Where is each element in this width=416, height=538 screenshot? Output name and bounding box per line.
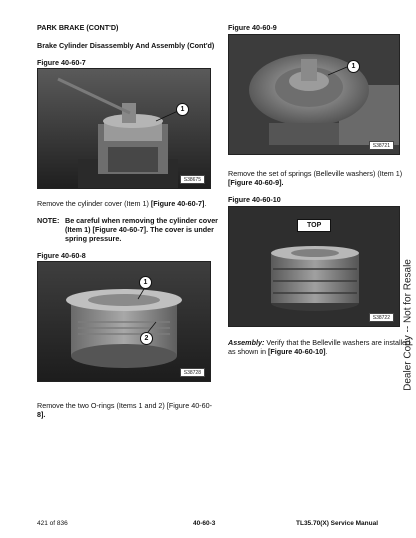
cylinder-cover-image bbox=[38, 262, 211, 382]
figure-8-callout-1: 1 bbox=[139, 276, 152, 289]
assembly-line-1: Assembly: Verify that the Belleville washers are installed bbox=[228, 338, 411, 347]
figure-7-code: S38675 bbox=[180, 175, 205, 184]
brake-cylinder-press-image bbox=[38, 69, 211, 189]
figure-10-top-label: TOP bbox=[297, 219, 331, 232]
step-remove-springs-line-1: Remove the set of springs (Belleville washers) (Item 1) bbox=[228, 169, 403, 178]
step-remove-orings-line-1: Remove the two O-rings (Items 1 and 2) [Figure 40-60- bbox=[37, 401, 212, 410]
assembly-line-2: as shown in [Figure 40-60-10]. bbox=[228, 347, 328, 356]
figure-10-photo bbox=[228, 206, 400, 327]
step-remove-cover: Remove the cylinder cover (Item 1) [Figure 40-60-7]. bbox=[37, 199, 207, 208]
note-label: NOTE: bbox=[37, 216, 60, 225]
figure-7-caption: Figure 40-60-7 bbox=[37, 58, 86, 67]
figure-8-caption: Figure 40-60-8 bbox=[37, 251, 86, 260]
section-title: PARK BRAKE (CONT'D) bbox=[37, 23, 119, 32]
dealer-copy-watermark: Dealer Copy -- Not for Resale bbox=[402, 259, 414, 391]
figure-7-photo bbox=[37, 68, 211, 189]
figure-9-code: S38721 bbox=[369, 141, 394, 150]
footer-section-number: 40-60-3 bbox=[193, 520, 216, 527]
belleville-washers-image bbox=[229, 35, 400, 155]
figure-8-photo bbox=[37, 261, 211, 382]
figure-7-callout: 1 bbox=[176, 103, 189, 116]
step-remove-springs-line-2: [Figure 40-60-9]. bbox=[228, 178, 284, 187]
footer-manual-title: TL35.70(X) Service Manual bbox=[296, 520, 379, 527]
figure-9-photo bbox=[228, 34, 400, 155]
figure-9-caption: Figure 40-60-9 bbox=[228, 23, 277, 32]
note-line-2: (Item 1) [Figure 40-60-7]. The cover is under bbox=[65, 225, 214, 234]
note-line-1: Be careful when removing the cylinder cover bbox=[65, 216, 218, 225]
note-line-3: spring pressure. bbox=[65, 234, 122, 243]
footer-page-count: 421 of 836 bbox=[37, 520, 68, 527]
subsection-title: Brake Cylinder Disassembly And Assembly (Cont'd) bbox=[37, 41, 215, 50]
figure-10-caption: Figure 40-60-10 bbox=[228, 195, 281, 204]
step-remove-orings-line-2: 8]. bbox=[37, 410, 46, 419]
figure-10-code: S38722 bbox=[369, 313, 394, 322]
figure-8-code: S38728 bbox=[180, 368, 205, 377]
figure-9-callout: 1 bbox=[347, 60, 360, 73]
figure-8-callout-2: 2 bbox=[140, 332, 153, 345]
